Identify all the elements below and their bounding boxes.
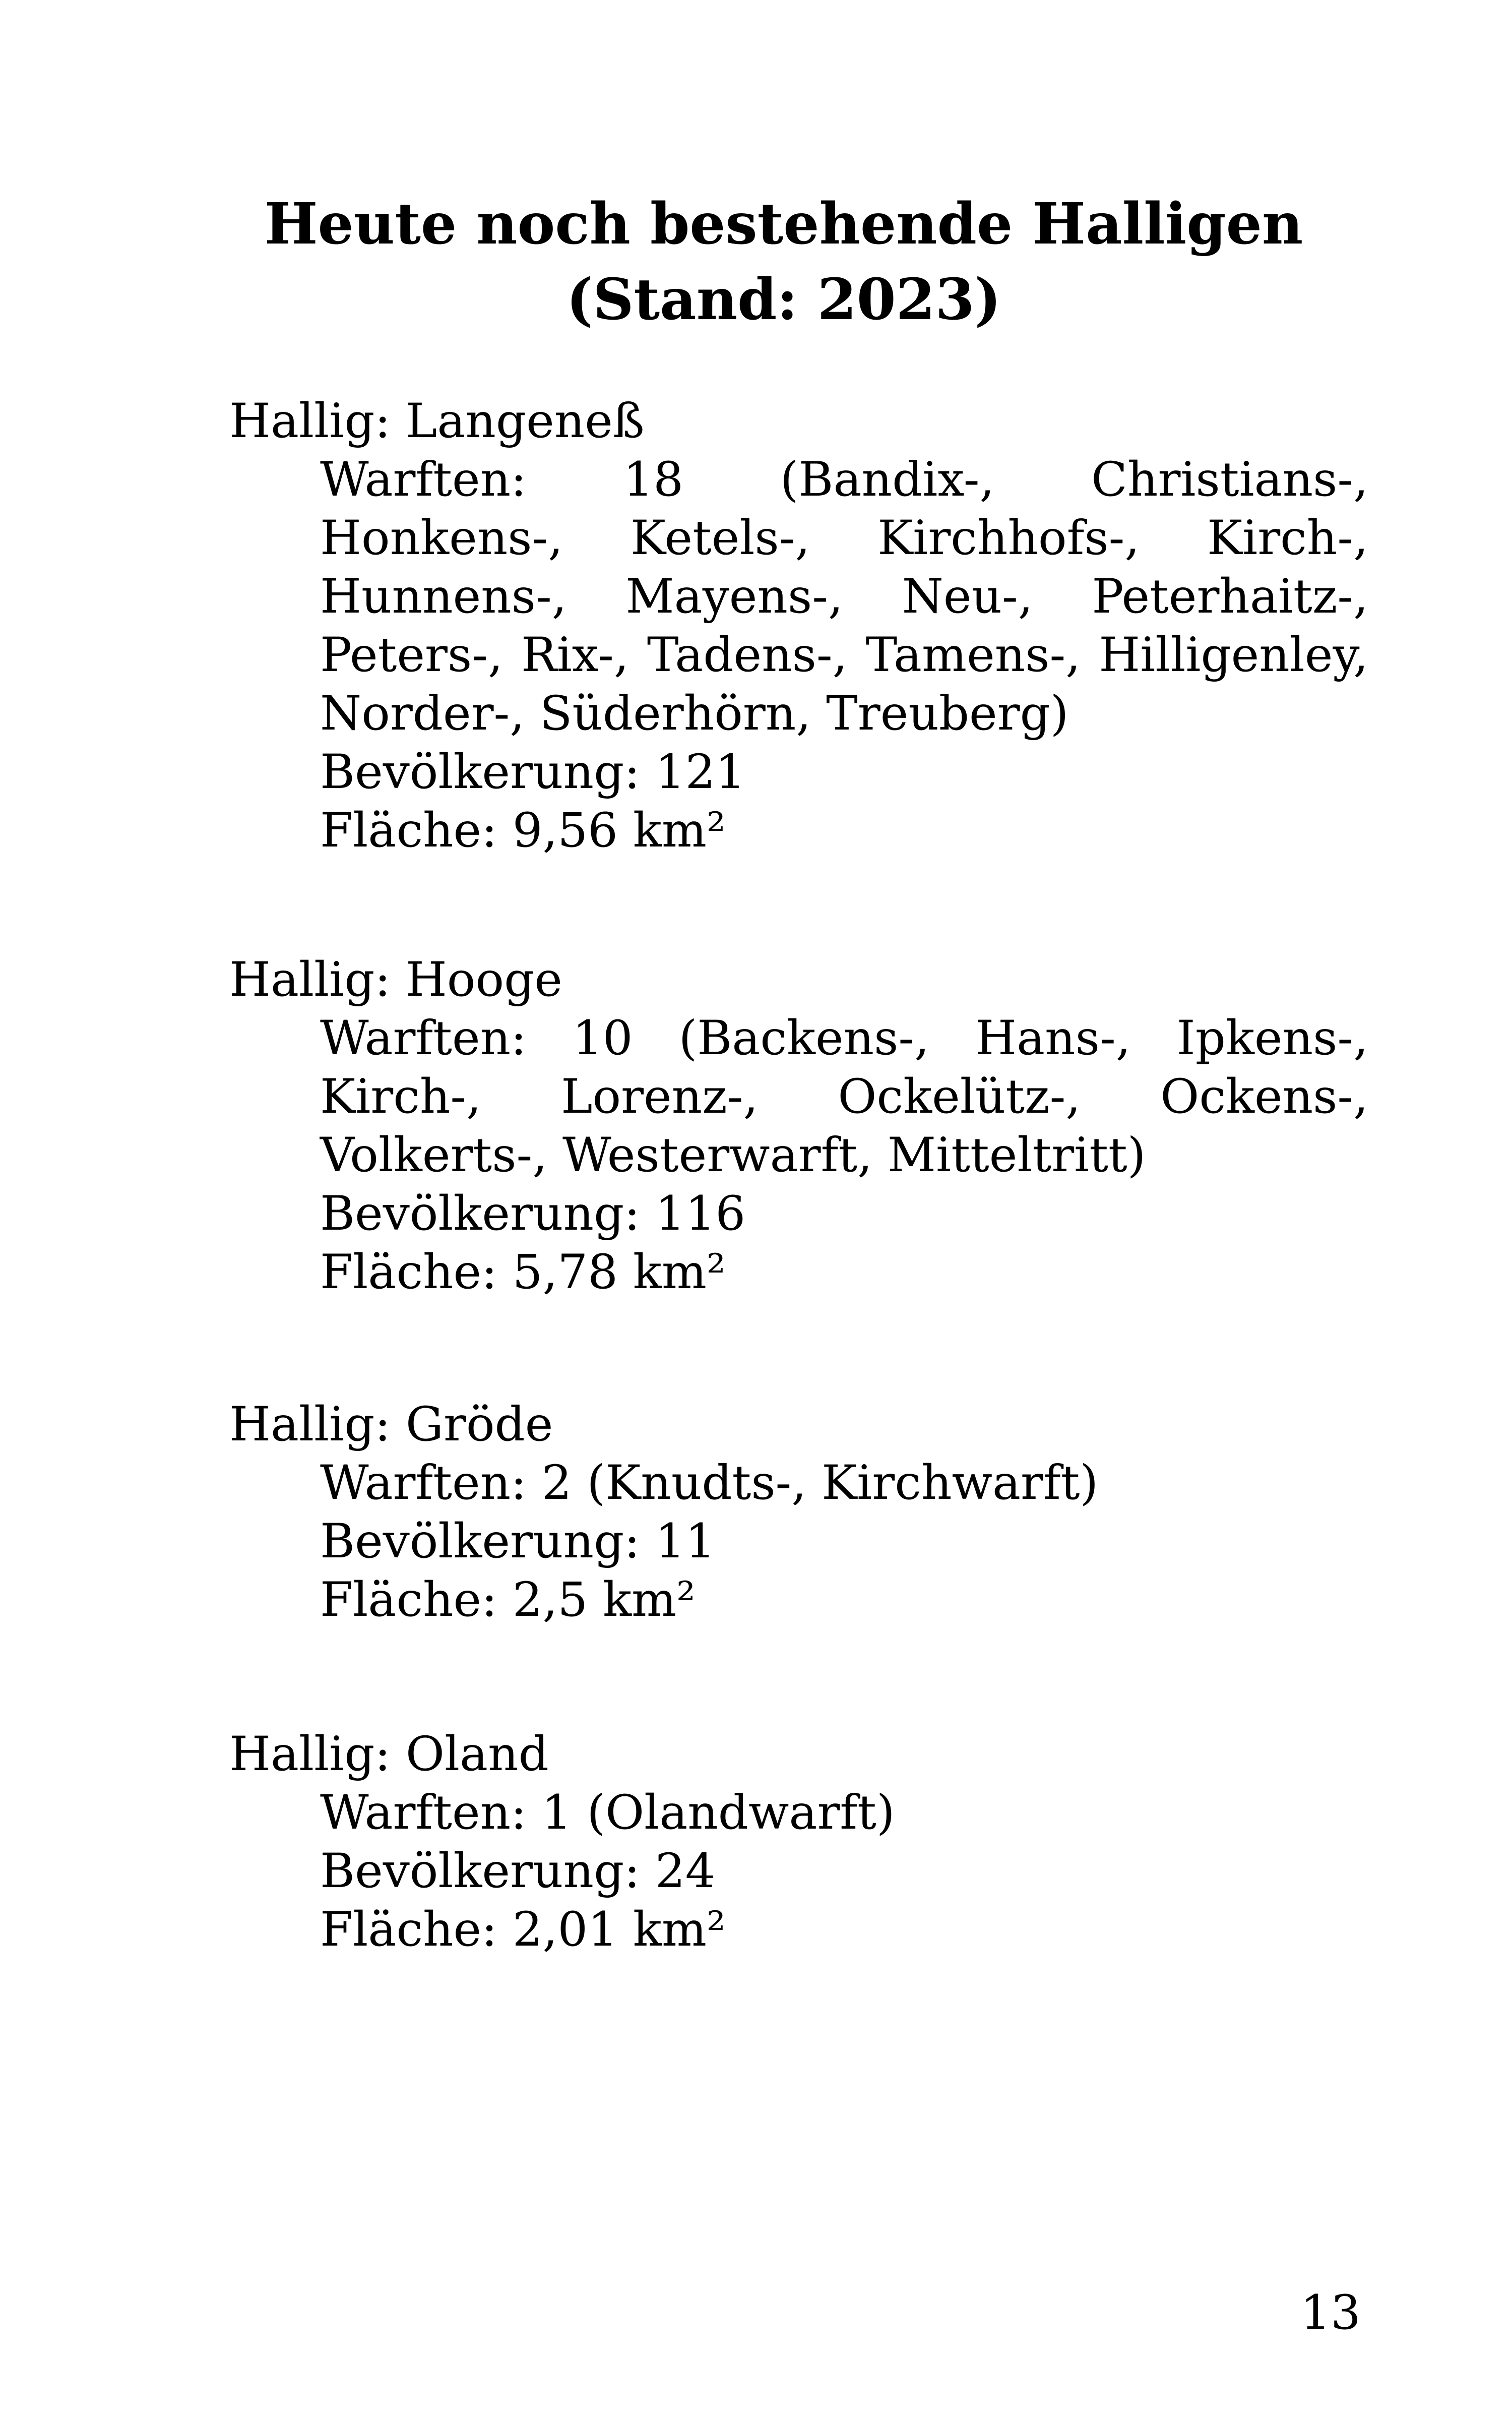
page-title-line-1: Heute noch bestehende Halligen	[264, 191, 1303, 257]
hallig-entry-groede	[229, 1396, 1368, 1629]
hallig-details	[320, 1454, 1368, 1629]
page-title	[0, 187, 1512, 338]
hallig-entry-hooge	[229, 951, 1368, 1302]
hallig-details	[320, 1009, 1368, 1302]
hallig-flaeche: Fläche: 9,56 km²	[320, 803, 726, 858]
hallig-name: Hallig: Langeneß	[229, 394, 645, 449]
hallig-bevoelkerung: Bevölkerung: 116	[320, 1186, 746, 1241]
hallig-flaeche: Fläche: 2,01 km²	[320, 1902, 726, 1957]
hallig-bevoelkerung: Bevölkerung: 11	[320, 1514, 716, 1569]
page-title-line-2: (Stand: 2023)	[566, 267, 1001, 333]
hallig-bevoelkerung: Bevölkerung: 24	[320, 1844, 716, 1899]
hallig-name: Hallig: Oland	[229, 1727, 549, 1782]
hallig-entry-langeness	[229, 392, 1368, 860]
hallig-name: Hallig: Gröde	[229, 1397, 553, 1452]
hallig-flaeche: Fläche: 2,5 km²	[320, 1572, 696, 1627]
hallig-entry-oland	[229, 1725, 1368, 1959]
hallig-warften: Warften: 2 (Knudts-, Kirchwarft)	[320, 1456, 1099, 1510]
page-number: 13	[1300, 2285, 1361, 2340]
hallig-details	[320, 1784, 1368, 1959]
hallig-name: Hallig: Hooge	[229, 952, 562, 1007]
hallig-warften: Warften: 1 (Olandwarft)	[320, 1785, 895, 1840]
hallig-warften: Warften: 10 (Backens-, Hans-, Ipkens-, Kirch-, Lorenz-, Ockelütz-, Ockens-, Volkerts-, Westerwarft, Mitteltritt)	[320, 1011, 1368, 1183]
hallig-warften: Warften: 18 (Bandix-, Christians-, Honkens-, Ketels-, Kirchhofs-, Kirch-, Hunnens-, Mayens-, Neu-, Peterhaitz-, Peters-, Rix-, Tadens-, Tamens-, Hilligenley, Norder-, Süderhörn, Treuberg)	[320, 452, 1368, 741]
hallig-details	[320, 451, 1368, 860]
hallig-bevoelkerung: Bevölkerung: 121	[320, 745, 746, 800]
hallig-flaeche: Fläche: 5,78 km²	[320, 1245, 726, 1300]
